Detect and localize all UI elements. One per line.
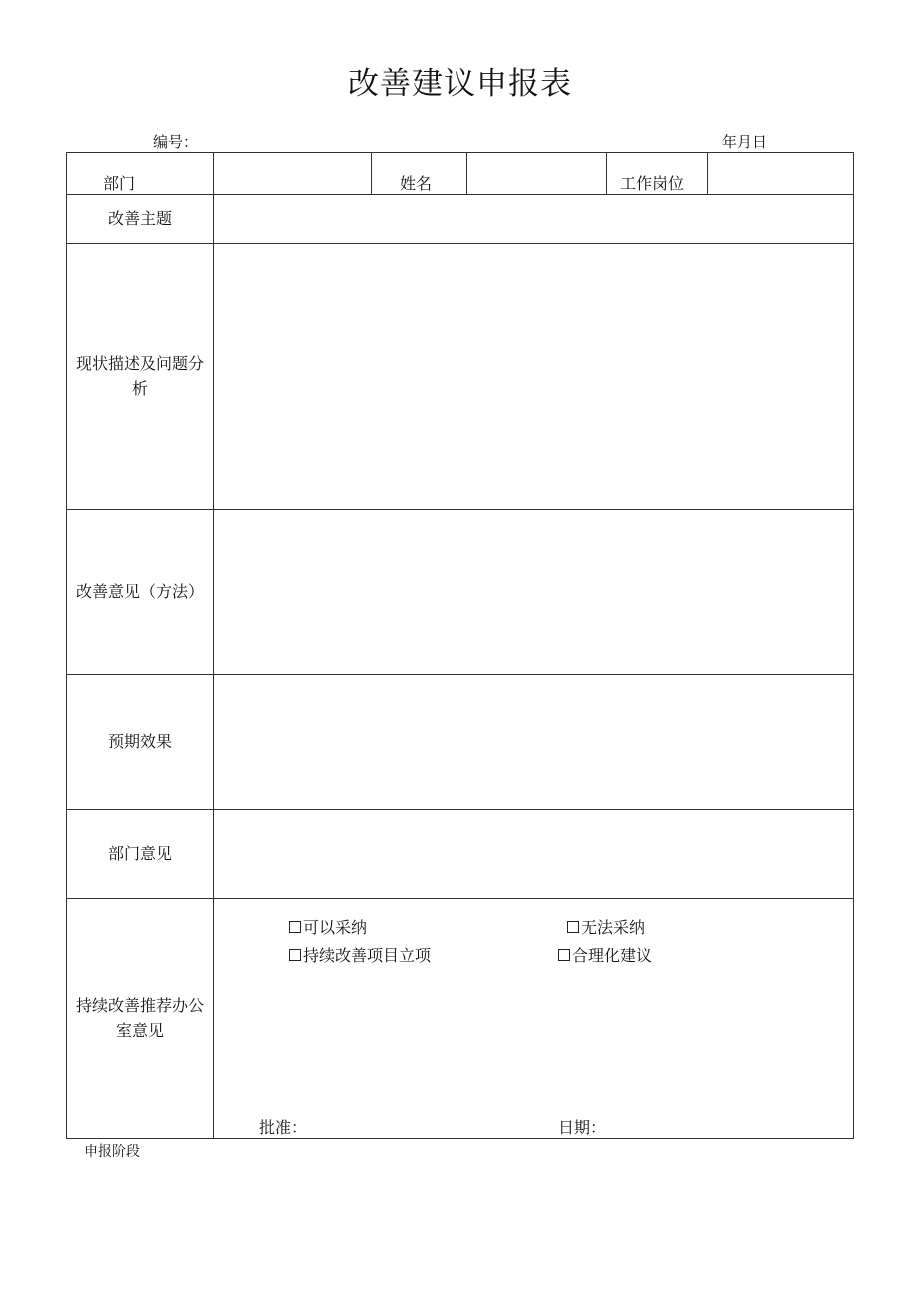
- topic-label: 改善主题: [107, 209, 172, 228]
- position-field[interactable]: [708, 153, 853, 194]
- dept-opinion-label-cell: [67, 809, 213, 898]
- opinion-label-cell: [67, 509, 213, 674]
- status-label: 现状描述及问题分析: [75, 354, 204, 398]
- name-field[interactable]: [467, 153, 606, 194]
- status-label-cell: [67, 243, 213, 509]
- office-opinion-label-cell: [67, 898, 213, 1138]
- column-divider: [371, 153, 372, 194]
- option-adopt-label: 可以采纳: [303, 918, 368, 937]
- option-adopt[interactable]: [289, 915, 367, 938]
- position-label: 工作岗位: [620, 174, 685, 193]
- number-label: 编号：: [153, 133, 199, 151]
- checkbox-icon[interactable]: [289, 949, 301, 961]
- effect-label-cell: [67, 674, 213, 809]
- checkbox-icon[interactable]: [567, 921, 579, 933]
- option-rationalize-label: 合理化建议: [572, 946, 653, 965]
- topic-field[interactable]: [214, 195, 853, 243]
- option-project[interactable]: [289, 943, 431, 966]
- topic-label-cell: [67, 194, 213, 243]
- dept-opinion-field[interactable]: [214, 810, 853, 898]
- checkbox-icon[interactable]: [558, 949, 570, 961]
- footer-stage-label: 申报阶段: [84, 1144, 140, 1160]
- office-opinion-label: 持续改善推荐办公室意见: [75, 996, 204, 1040]
- proposal-form-table: [66, 152, 854, 1139]
- date-label: 年月日: [722, 133, 768, 151]
- sign-date-label: 日期：: [558, 1118, 607, 1137]
- status-field[interactable]: [214, 244, 853, 509]
- option-project-label: 持续改善项目立项: [303, 946, 432, 965]
- department-field[interactable]: [214, 153, 371, 194]
- option-rationalize[interactable]: [558, 943, 652, 966]
- column-divider: [606, 153, 607, 194]
- option-reject-label: 无法采纳: [581, 918, 646, 937]
- form-title: 改善建议申报表: [348, 66, 572, 102]
- opinion-field[interactable]: [214, 510, 853, 674]
- effect-field[interactable]: [214, 675, 853, 809]
- department-label: 部门: [103, 174, 136, 193]
- approve-label: 批准：: [259, 1118, 308, 1137]
- effect-label: 预期效果: [107, 732, 172, 751]
- opinion-label: 改善意见（方法）: [75, 582, 204, 601]
- name-label: 姓名: [400, 174, 433, 193]
- dept-opinion-label: 部门意见: [107, 844, 172, 863]
- option-reject[interactable]: [567, 915, 645, 938]
- checkbox-icon[interactable]: [289, 921, 301, 933]
